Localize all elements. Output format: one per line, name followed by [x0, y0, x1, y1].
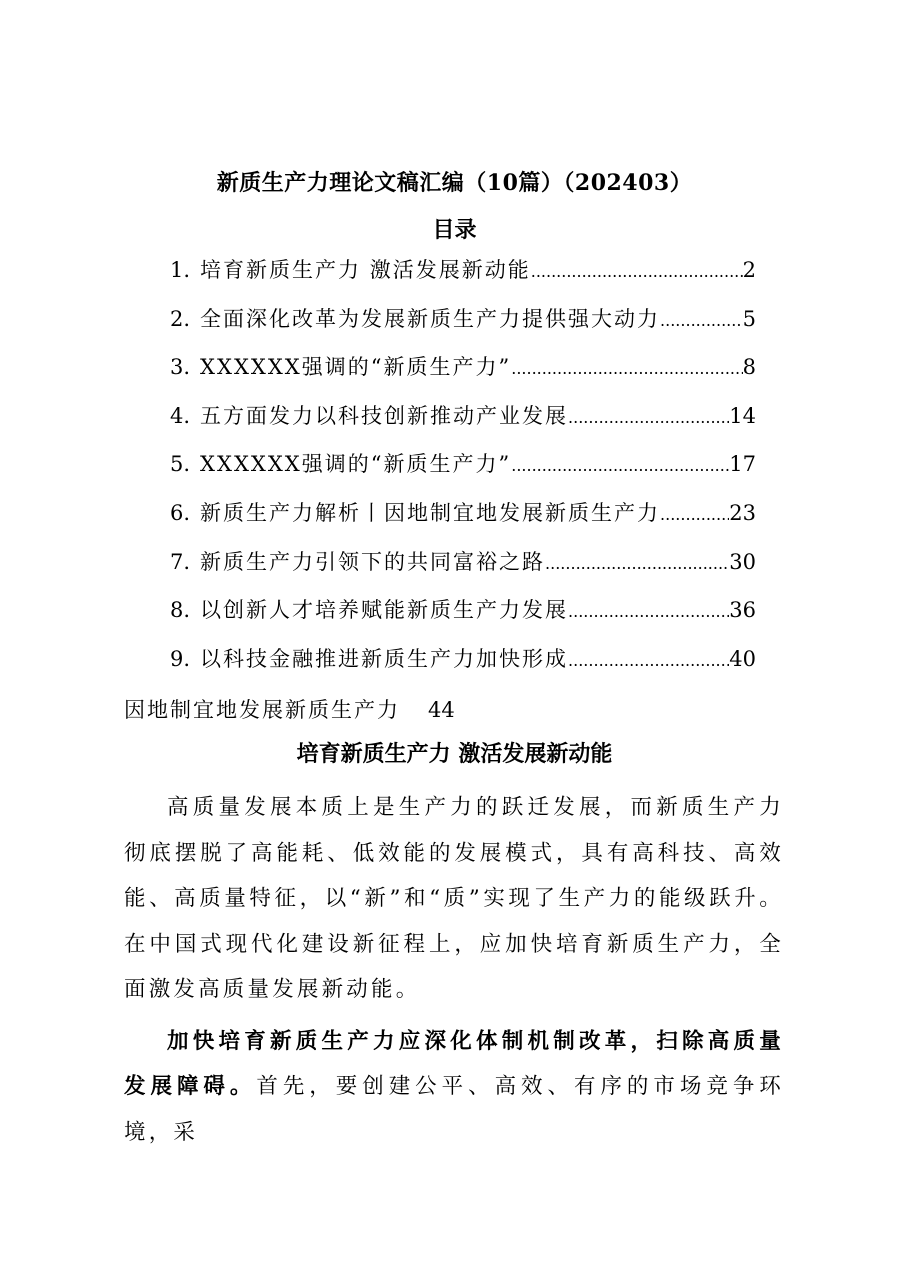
toc-item-text: 五方面发力以科技创新推动产业发展: [200, 403, 569, 428]
toc-leader-dots: [511, 456, 729, 475]
toc-item-number: 6.: [170, 500, 191, 525]
toc-item-page: 23: [729, 500, 756, 525]
toc-item-number: 8.: [170, 598, 191, 623]
toc-item-text: XXXXXX强调的“新质生产力”: [200, 355, 512, 380]
toc-item-text: XXXXXX强调的“新质生产力”: [200, 452, 512, 477]
toc-item-number: 1.: [170, 258, 191, 282]
toc-item-text: 以创新人才培养赋能新质生产力发展: [200, 598, 569, 623]
paragraph-1: 高质量发展本质上是生产力的跃迁发展，而新质生产力彻底摆脱了高能耗、低效能的发展模式，具有高科技、高效能、高质量特征，以“新”和“质”实现了生产力的能级跃升。在中国式现代化建设新征程上，应加快培育新质生产力，全面激发高质量发展新动能。: [124, 795, 784, 1002]
document-title: 新质生产力理论文稿汇编（10篇）（202403）: [216, 170, 693, 196]
toc-item-2[interactable]: [170, 303, 756, 352]
toc-heading: 目录: [432, 217, 477, 243]
toc-item-number: 5.: [170, 452, 191, 477]
toc-item-10[interactable]: [124, 694, 455, 724]
article-title: 培育新质生产力 激活发展新动能: [296, 741, 613, 767]
toc-item-text: 以科技金融推进新质生产力加快形成: [200, 646, 569, 671]
toc-item-text: 培育新质生产力 激活发展新动能: [200, 258, 531, 282]
toc-item-page: 36: [729, 598, 756, 623]
toc-item-page: 17: [729, 452, 756, 477]
toc-item-number: 2.: [170, 306, 191, 331]
toc-item-9[interactable]: [170, 643, 756, 692]
toc-item-7[interactable]: [170, 546, 756, 595]
toc-item-6[interactable]: [170, 497, 756, 546]
toc-item-page: 2: [742, 258, 756, 282]
table-of-contents: [170, 254, 756, 691]
toc-item-text: 新质生产力引领下的共同富裕之路: [200, 549, 546, 574]
toc-item-text: 全面深化改革为发展新质生产力提供强大动力: [200, 306, 661, 331]
toc-item-number: 3.: [170, 355, 191, 380]
toc-leader-dots: [511, 359, 742, 378]
article-body: [124, 785, 784, 1161]
paragraph-2: [124, 1019, 784, 1156]
toc-leader-dots: [568, 408, 729, 427]
toc-leader-dots: [660, 311, 743, 330]
toc-item-8[interactable]: [170, 594, 756, 643]
toc-item-page: 5: [742, 306, 756, 331]
toc-leader-dots: [568, 602, 729, 621]
toc-item-number: 7.: [170, 549, 191, 574]
toc-leader-dots: [660, 505, 729, 524]
toc-item-text: 新质生产力解析丨因地制宜地发展新质生产力: [200, 500, 661, 525]
paragraph-2-text: 首先，要创建公平、高效、有序的市场竞争环境，采: [124, 1074, 784, 1145]
toc-item-number: 9.: [170, 646, 191, 671]
toc-leader-dots: [568, 651, 729, 670]
toc-item-page: 14: [729, 403, 756, 428]
paragraph-2-lead: 加快培育新质生产力应深化体制机制改革，扫除高质量发展障碍。: [124, 1028, 784, 1099]
toc-item-page: 40: [729, 646, 756, 671]
toc-item-5[interactable]: [170, 448, 756, 497]
toc-item-text: 因地制宜地发展新质生产力: [124, 698, 400, 722]
toc-item-4[interactable]: [170, 400, 756, 449]
toc-leader-dots: [531, 262, 743, 281]
toc-item-number: 4.: [170, 403, 191, 428]
toc-item-3[interactable]: [170, 351, 756, 400]
toc-item-1[interactable]: [170, 254, 756, 303]
toc-leader-dots: [545, 554, 729, 573]
toc-item-page: 44: [428, 698, 455, 722]
toc-item-page: 8: [742, 355, 756, 380]
toc-item-page: 30: [729, 549, 756, 574]
